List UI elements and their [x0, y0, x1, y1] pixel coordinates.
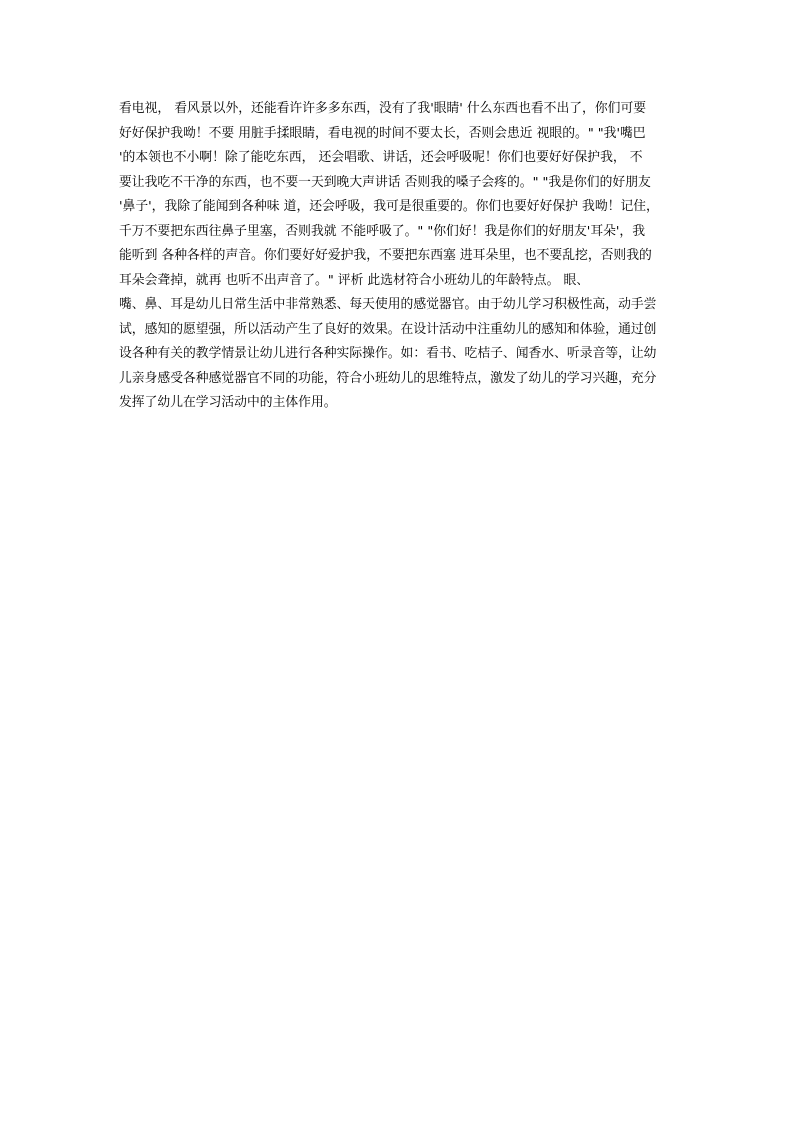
text-line: 要让我吃不干净的东西，也不要一天到晚大声讲话 否则我的嗓子会疼的。" "我是你们的好朋友	[119, 174, 651, 190]
text-line: 试，感知的愿望强，所以活动产生了良好的效果。在设计活动中注重幼儿的感知和体验，通过创	[119, 321, 657, 337]
text-line: '的本领也不小啊！除了能吃东西， 还会唱歌、讲话，还会呼吸呢！你们也要好好保护我， 不	[119, 150, 643, 165]
text-line: 能听到 各种各样的声音。你们要好好爱护我，不要把东西塞 进耳朵里，也不要乱挖，否则我的	[119, 248, 652, 263]
text-line: 好好保护我呦！不要 用脏手揉眼睛，看电视的时间不要太长，否则会患近 视眼的。" "我'嘴巴	[119, 125, 646, 141]
text-line: '鼻子'，我除了能闻到各种味 道，还会呼吸，我可是很重要的。你们也要好好保护 我呦！记住，	[119, 199, 659, 214]
text-line: 千万不要把东西往鼻子里塞，否则我就 不能呼吸了。" "你们好！我是你们的好朋友'耳朵'，我	[119, 223, 646, 239]
text-line: 嘴、鼻、耳是幼儿日常生活中非常熟悉、每天使用的感觉器官。由于幼儿学习积极性高，动手尝	[119, 297, 657, 312]
text-line: 儿亲身感受各种感觉器官不同的功能，符合小班幼儿的思维特点，激发了幼儿的学习兴趣，充分	[119, 370, 657, 386]
text-line: 设各种有关的教学情景让幼儿进行各种实际操作。如：看书、吃桔子、闻香水、听录音等，让幼	[119, 346, 657, 361]
text-line: 看电视， 看风景以外，还能看许许多多东西，没有了我'眼睛' 什么东西也看不出了，你们可要	[119, 101, 647, 116]
text-line: 发挥了幼儿在学习活动中的主体作用。	[119, 395, 337, 410]
text-line: 耳朵会聋掉，就再 也听不出声音了。" 评析 此选材符合小班幼儿的年龄特点。 眼、	[119, 272, 590, 288]
body-paragraph	[119, 97, 679, 416]
